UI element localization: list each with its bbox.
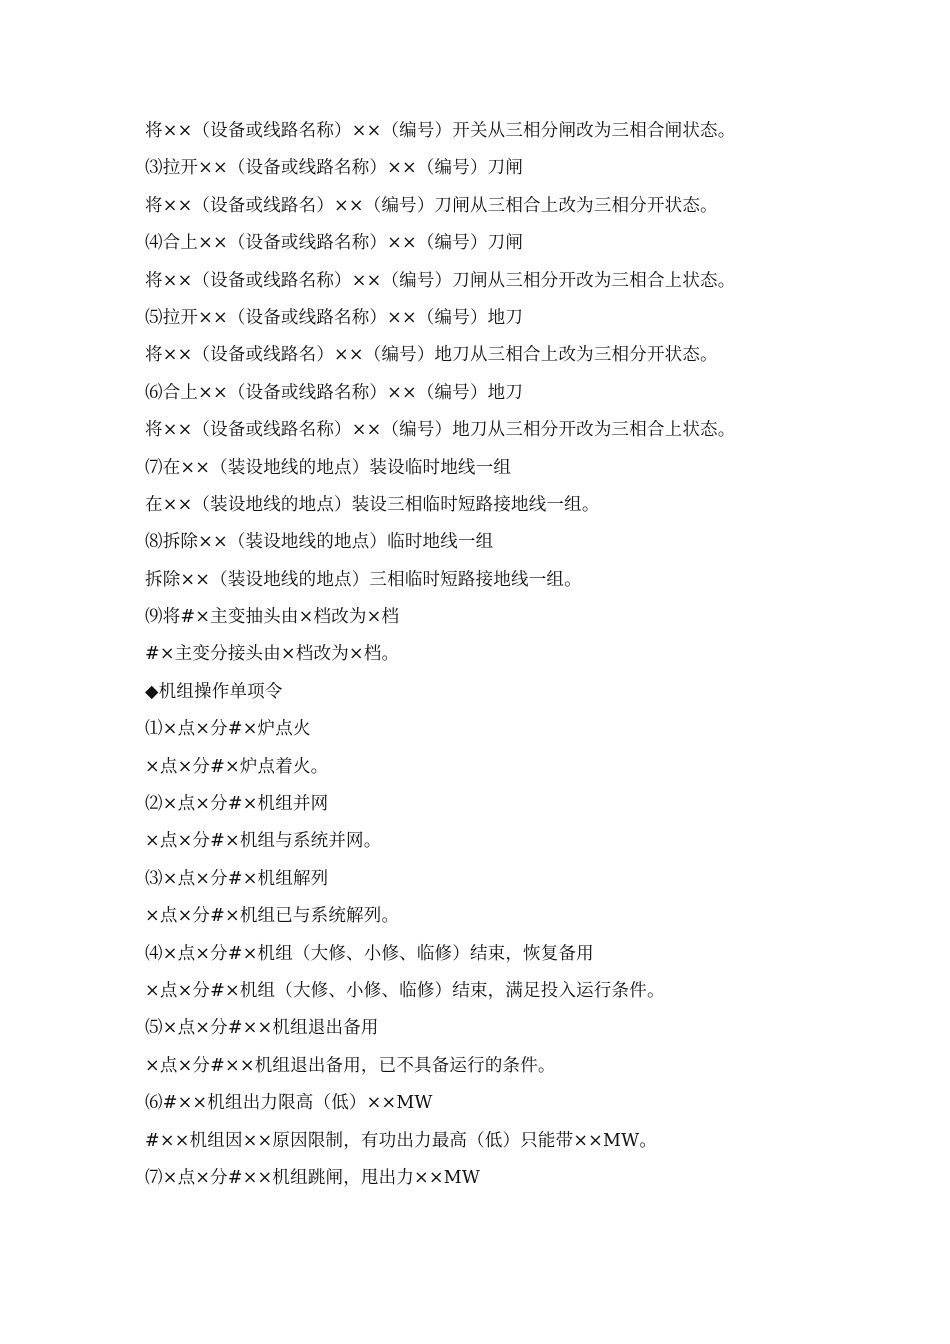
text-line: ×点×分#××机组退出备用，已不具备运行的条件。 — [145, 1055, 556, 1076]
text-line: ⑶拉开××（设备或线路名称）××（编号）刀闸 — [145, 158, 524, 179]
text-line: ⑹合上××（设备或线路名称）××（编号）地刀 — [145, 382, 524, 403]
text-line: 将××（设备或线路名称）××（编号）刀闸从三相分开改为三相合上状态。 — [145, 270, 736, 291]
text-line: ⑷合上××（设备或线路名称）××（编号）刀闸 — [145, 233, 524, 254]
text-line: ×点×分#×炉点着火。 — [145, 756, 329, 777]
text-line: ⑺×点×分#××机组跳闸，甩出力××MW — [145, 1167, 481, 1188]
text-line: ×点×分#×机组（大修、小修、临修）结束，满足投入运行条件。 — [145, 980, 665, 1001]
text-line: 将××（设备或线路名称）××（编号）开关从三相分闸改为三相合闸状态。 — [145, 121, 736, 141]
text-line: 在××（装设地线的地点）装设三相临时短路接地线一组。 — [145, 494, 600, 515]
text-line: ⑺在××（装设地线的地点）装设临时地线一组 — [145, 457, 512, 478]
text-line: 将××（设备或线路名）××（编号）刀闸从三相合上改为三相分开状态。 — [145, 195, 718, 216]
text-line: ⑶×点×分#×机组解列 — [145, 868, 329, 889]
text-line: ⑸×点×分#××机组退出备用 — [145, 1018, 379, 1039]
text-line: ⑻拆除××（装设地线的地点）临时地线一组 — [145, 532, 494, 553]
section-heading: ◆机组操作单项令 — [145, 681, 283, 702]
document-body — [145, 113, 885, 1197]
text-line: ⑹#××机组出力限高（低）××MW — [145, 1093, 433, 1114]
text-line: 拆除××（装设地线的地点）三相临时短路接地线一组。 — [145, 569, 582, 590]
text-line: ⑷×点×分#×机组（大修、小修、临修）结束，恢复备用 — [145, 943, 594, 964]
text-line: #××机组因××原因限制，有功出力最高（低）只能带××MW。 — [145, 1130, 658, 1151]
text-line: ×点×分#×机组已与系统解列。 — [145, 906, 400, 927]
text-line: 将××（设备或线路名）××（编号）地刀从三相合上改为三相分开状态。 — [145, 345, 718, 366]
text-line: ⑼将#×主变抽头由×档改为×档 — [145, 607, 400, 628]
text-line: ×点×分#×机组与系统并网。 — [145, 831, 382, 852]
text-line: #×主变分接头由×档改为×档。 — [145, 644, 400, 665]
text-line: ⑵×点×分#×机组并网 — [145, 794, 329, 815]
text-line: 将××（设备或线路名称）××（编号）地刀从三相分开改为三相合上状态。 — [145, 420, 736, 441]
text-line: ⑴×点×分#×炉点火 — [145, 719, 311, 740]
text-line: ⑸拉开××（设备或线路名称）××（编号）地刀 — [145, 307, 524, 328]
